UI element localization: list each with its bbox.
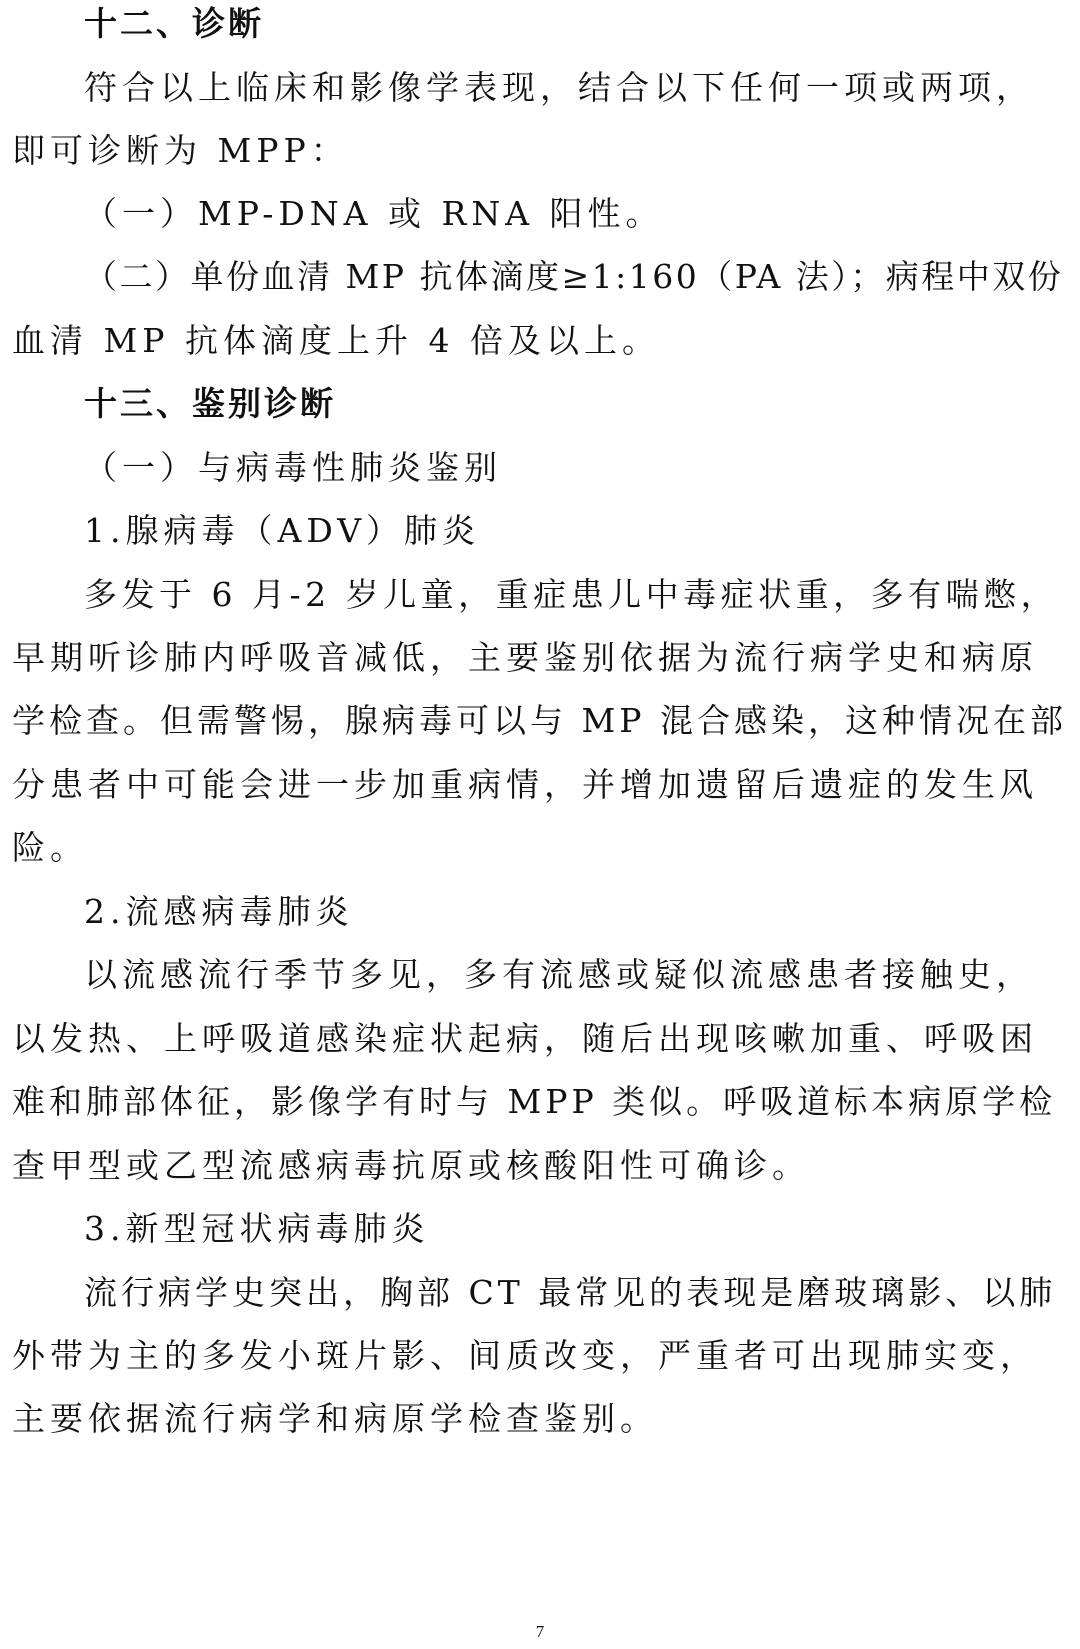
diagnosis-item-2-line-2: 血清 MP 抗体滴度上升 4 倍及以上。 (12, 321, 660, 360)
adv-line-5: 险。 (12, 828, 88, 867)
covid-line-1: 流行病学史突出，胸部 CT 最常见的表现是磨玻璃影、以肺 (84, 1273, 1057, 1312)
adv-line-1: 多发于 6 月-2 岁儿童，重症患儿中毒症状重，多有喘憋， (84, 575, 1059, 614)
diagnosis-item-1: （一）MP-DNA 或 RNA 阳性。 (84, 194, 664, 233)
adv-line-3: 学检查。但需警惕，腺病毒可以与 MP 混合感染，这种情况在部 (12, 701, 1067, 740)
diagnosis-paragraph-line-1: 符合以上临床和影像学表现，结合以下任何一项或两项， (84, 68, 1034, 107)
flu-line-1: 以流感流行季节多见，多有流感或疑似流感患者接触史， (84, 955, 1034, 994)
section-13-heading: 十三、鉴别诊断 (84, 384, 336, 423)
adv-line-4: 分患者中可能会进一步加重病情，并增加遗留后遗症的发生风 (12, 765, 1038, 804)
subsection-viral-pneumonia: （一）与病毒性肺炎鉴别 (84, 448, 502, 487)
covid-title: 3.新型冠状病毒肺炎 (84, 1209, 430, 1248)
diagnosis-paragraph-line-2: 即可诊断为 MPP： (12, 131, 349, 170)
page-number: 7 (535, 1622, 545, 1641)
adv-line-2: 早期听诊肺内呼吸音减低，主要鉴别依据为流行病学史和病原 (12, 638, 1038, 677)
flu-line-4: 查甲型或乙型流感病毒抗原或核酸阳性可确诊。 (12, 1146, 810, 1185)
diagnosis-item-2-line-1: （二）单份血清 MP 抗体滴度≥1:160（PA 法）；病程中双份 (84, 257, 1064, 296)
covid-line-3: 主要依据流行病学和病原学检查鉴别。 (12, 1399, 658, 1438)
section-12-heading: 十二、诊断 (84, 4, 264, 43)
flu-title: 2.流感病毒肺炎 (84, 892, 354, 931)
flu-line-3: 难和肺部体征，影像学有时与 MPP 类似。呼吸道标本病原学检 (12, 1082, 1057, 1121)
flu-line-2: 以发热、上呼吸道感染症状起病，随后出现咳嗽加重、呼吸困 (12, 1019, 1038, 1058)
adv-title: 1.腺病毒（ADV）肺炎 (84, 511, 481, 550)
covid-line-2: 外带为主的多发小斑片影、间质改变，严重者可出现肺实变， (12, 1336, 1038, 1375)
